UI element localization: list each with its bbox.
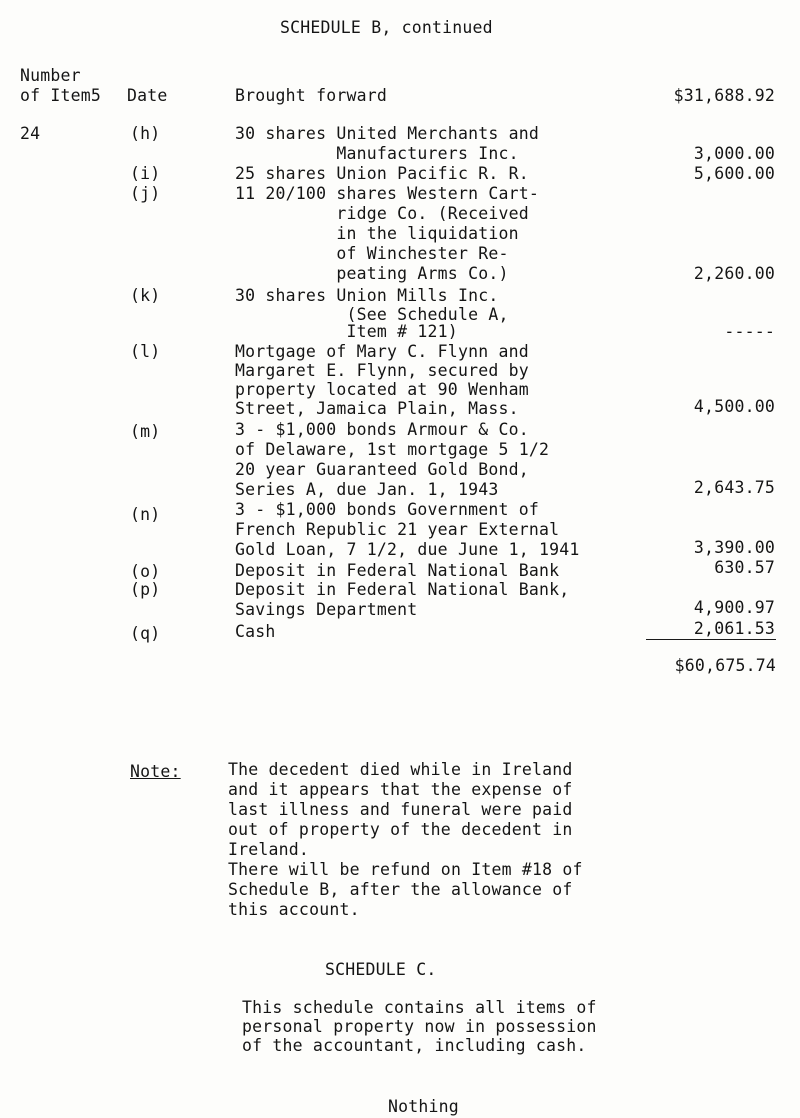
note-line: The decedent died while in Ireland: [228, 760, 573, 779]
entry-line: 30 shares United Merchants and: [235, 124, 540, 143]
entry-amount: 5,600.00: [693, 164, 775, 183]
entry-key: (n): [130, 505, 161, 524]
entry-line: Gold Loan, 7 1/2, due June 1, 1941: [235, 540, 580, 559]
header-date: Date: [127, 86, 168, 105]
entry-amount-dashes: -----: [724, 322, 775, 341]
entry-key: (i): [130, 164, 161, 183]
entry-line: 30 shares Union Mills Inc.: [235, 286, 499, 305]
item-number: 24: [20, 124, 41, 143]
entry-line: (See Schedule A,: [235, 305, 509, 324]
header-number-of-item-line-1: Number: [20, 66, 81, 85]
entry-line: of Winchester Re-: [235, 244, 509, 263]
entry-line: 25 shares Union Pacific R. R.: [235, 164, 529, 183]
note-line: last illness and funeral were paid: [228, 800, 573, 819]
entry-amount: 4,500.00: [693, 397, 775, 416]
schedule-c-title: SCHEDULE C.: [325, 960, 437, 979]
total-amount: $60,675.74: [674, 656, 776, 675]
note-line: out of property of the decedent in: [228, 820, 573, 839]
note-line: Schedule B, after the allowance of: [228, 880, 573, 899]
note-line: and it appears that the expense of: [228, 780, 573, 799]
entry-key: (l): [130, 342, 161, 361]
entry-line: Margaret E. Flynn, secured by: [235, 361, 529, 380]
entry-line: Mortgage of Mary C. Flynn and: [235, 342, 529, 361]
entry-key: (o): [130, 562, 161, 581]
entry-line: ridge Co. (Received: [235, 204, 529, 223]
schedule-b-title: SCHEDULE B, continued: [280, 18, 493, 37]
entry-amount: 2,643.75: [693, 478, 775, 497]
note-line: Ireland.: [228, 840, 310, 859]
entry-line: Savings Department: [235, 600, 418, 619]
schedule-c-line: personal property now in possession: [242, 1017, 597, 1036]
entry-line: peating Arms Co.): [235, 264, 509, 283]
entry-key: (q): [130, 624, 161, 643]
entry-amount: 630.57: [714, 558, 775, 577]
schedule-c-line: This schedule contains all items of: [242, 998, 597, 1017]
entry-amount: 2,061.53: [693, 619, 775, 638]
note-line: There will be refund on Item #18 of: [228, 860, 583, 879]
entry-line: in the liquidation: [235, 224, 519, 243]
total-rule: [646, 639, 776, 640]
entry-line: property located at 90 Wenham: [235, 380, 529, 399]
entry-amount: 2,260.00: [693, 264, 775, 283]
entry-line: French Republic 21 year External: [235, 520, 560, 539]
entry-line: 20 year Guaranteed Gold Bond,: [235, 460, 529, 479]
entry-amount: 3,390.00: [693, 538, 775, 557]
entry-key: (k): [130, 286, 161, 305]
entry-line: Series A, due Jan. 1, 1943: [235, 480, 499, 499]
brought-forward-label: Brought forward: [235, 86, 388, 105]
entry-key: (j): [130, 184, 161, 203]
entry-key: (m): [130, 422, 161, 441]
entry-line: of Delaware, 1st mortgage 5 1/2: [235, 440, 550, 459]
entry-key: (h): [130, 124, 161, 143]
entry-line: 3 - $1,000 bonds Government of: [235, 500, 540, 519]
entry-line: Street, Jamaica Plain, Mass.: [235, 399, 519, 418]
schedule-c-nothing: Nothing: [388, 1097, 459, 1116]
entry-amount: 3,000.00: [693, 144, 775, 163]
entry-line: Deposit in Federal National Bank: [235, 561, 560, 580]
header-number-of-item-line-2: of Item5: [20, 86, 102, 105]
entry-line: Deposit in Federal National Bank,: [235, 580, 570, 599]
note-label: Note:: [130, 762, 181, 781]
schedule-c-line: of the accountant, including cash.: [242, 1036, 587, 1055]
entry-line: 3 - $1,000 bonds Armour & Co.: [235, 420, 529, 439]
note-line: this account.: [228, 900, 360, 919]
entry-line: 11 20/100 shares Western Cart-: [235, 184, 540, 203]
entry-line: Item # 121): [235, 322, 458, 341]
entry-key: (p): [130, 580, 161, 599]
brought-forward-amount: $31,688.92: [673, 86, 775, 105]
entry-line: Cash: [235, 622, 276, 641]
entry-line: Manufacturers Inc.: [235, 144, 519, 163]
entry-amount: 4,900.97: [693, 598, 775, 617]
